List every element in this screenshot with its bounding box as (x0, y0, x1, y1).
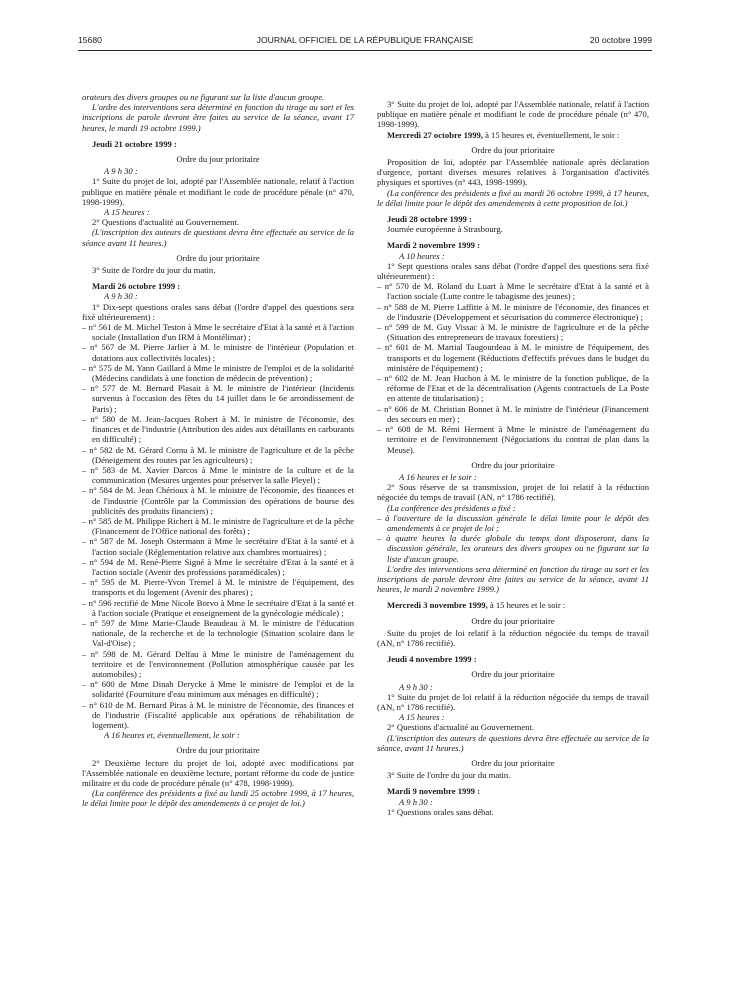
question-item: – n° 599 de M. Guy Vissac à M. le ministre de l'agriculture et de la pêche (Situation des entrepreneurs de travaux forestiers) ; (377, 322, 649, 342)
agenda-item: Suite du projet de loi relatif à la réduction négociée du temps de travail (AN, n° 1786 rectifié). (377, 627, 649, 648)
agenda-item: 3° Suite du projet de loi, adopté par l'Assemblée nationale, relatif à l'action publique en matière pénale et modifiant le code de procédure pénale (n° 470, 1998-1999). (377, 99, 649, 130)
day-heading: Jeudi 21 octobre 1999 : (92, 138, 177, 149)
agenda-note: L'ordre des interventions sera déterminé en fonction du tirage au sort et les inscriptions de parole devront être faites au service de la séance, avant 11 heures, le mardi 2 novembre 1999.) (377, 563, 649, 595)
day-heading-time: à 15 heures et le soir : (487, 600, 566, 611)
question-item: – n° 587 de M. Joseph Ostermann à Mme le secrétaire d'Etat à la santé et à l'action sociale (Réglementation relative aux chambres mortuaires) ; (82, 536, 354, 556)
question-item: – n° 580 de M. Jean-Jacques Robert à M. le ministre de l'économie, des finances et de l'industrie (Attribution des aides aux détaillants en carburants en difficulté) ; (82, 414, 354, 445)
day-heading: Mardi 2 novembre 1999 : (387, 240, 480, 251)
question-item: – n° 608 de M. Rémi Herment à Mme le ministre de l'aménagement du territoire et de l'environnement (Négociations du contrat de plan dans la Meuse). (377, 424, 649, 455)
agenda-item: 1° Sept questions orales sans débat (l'ordre d'appel des questions sera fixé ultérieurement) : (377, 260, 649, 282)
header-rule (78, 50, 652, 51)
agenda-item: Journée européenne à Strasbourg. (387, 224, 503, 235)
question-item: – n° 597 de Mme Marie-Claude Beaudeau à M. le ministre de l'éducation nationale, de la recherche et de la technologie (Situation scolaire dans le Val-d'Oise) ; (82, 618, 354, 649)
page-number: 15680 (78, 35, 102, 45)
question-item: – n° 596 rectifié de Mme Nicole Borvo à Mme le secrétaire d'Etat à la santé et à l'action sociale (Pratique et enseignement de la gynécologie médicale) ; (82, 598, 354, 618)
agenda-item: 2° Questions d'actualité au Gouvernement. (92, 217, 239, 228)
question-list (82, 322, 354, 730)
question-list (377, 281, 649, 454)
agenda-note: (L'inscription des auteurs de questions devra être effectuée au service de la séance avant 11 heures.) (82, 227, 354, 248)
intro-text: orateurs des divers groupes ou ne figurant sur la liste d'aucun groupe. (82, 92, 325, 102)
agenda-label: Ordre du jour prioritaire (471, 459, 555, 470)
agenda-item: 2° Deuxième lecture du projet de loi, adopté avec modifications par l'Assemblée nationale en deuxième lecture, portant réforme du code de justice militaire et du code de procédure pénale (n° 478, 1998-1999). (82, 757, 354, 788)
question-item: – n° 610 de M. Bernard Piras à M. le ministre de l'économie, des finances et de l'industrie (Fiscalité applicable aux opérations de réhabilitation de logement). (82, 700, 354, 731)
agenda-item: 1° Dix-sept questions orales sans débat (l'ordre d'appel des questions sera fixé ultérieurement) : (82, 301, 354, 322)
question-item: – n° 584 de M. Jean Chérioux à M. le ministre de l'économie, des finances et de l'industrie (Contrôle par la Commission des opérations de bourse des publicités des produits financiers) ; (82, 485, 354, 516)
agenda-item: 2° Sous réserve de sa transmission, projet de loi relatif à la réduction négociée du temps de travail (AN, n° 1786 rectifié). (377, 482, 649, 503)
day-heading (377, 130, 649, 140)
day-heading-date: Mercredi 27 octobre 1999, (387, 129, 483, 140)
agenda-item: 2° Questions d'actualité au Gouvernement. (387, 722, 534, 733)
agenda-item: 1° Questions orales sans débat. (387, 806, 494, 817)
agenda-note: (La conférence des présidents a fixé au lundi 25 octobre 1999, à 17 heures, le délai limite pour le dépôt des amendements à ce projet de loi.) (82, 788, 354, 809)
agenda-label: Ordre du jour prioritaire (176, 252, 260, 263)
agenda-item: 1° Suite du projet de loi relatif à la réduction négociée du temps de travail (AN, n° 1786 rectifié). (377, 691, 649, 712)
agenda-label: Ordre du jour prioritaire (471, 757, 555, 768)
day-heading: Jeudi 4 novembre 1999 : (387, 654, 477, 665)
question-item: – n° 595 de M. Pierre-Yvon Tremel à M. le ministre de l'équipement, des transports et du logement (Avenir des phares) ; (82, 577, 354, 597)
session-time: A 15 heures : (399, 712, 445, 723)
header-date: 20 octobre 1999 (589, 35, 652, 45)
session-time: A 16 heures et le soir : (399, 471, 477, 482)
intro-text-2: L'ordre des interventions sera déterminé en fonction du tirage au sort et les inscriptions de parole devront être faites au service de la séance, avant 17 heures, le mardi 19 octobre 1999.) (82, 102, 354, 133)
question-item: – n° 570 de M. Roland du Luart à Mme le secrétaire d'Etat à la santé et à l'action sociale (Lutte contre le tabagisme des jeunes) ; (377, 281, 649, 301)
agenda-item: 3° Suite de l'ordre du jour du matin. (387, 770, 511, 781)
agenda-label: Ordre du jour prioritaire (471, 144, 555, 155)
session-time: A 9 h 30 : (399, 796, 433, 807)
day-heading (377, 600, 649, 610)
page-header (78, 35, 652, 47)
day-heading: Jeudi 28 octobre 1999 : (387, 214, 472, 225)
session-time: A 9 h 30 : (104, 291, 138, 302)
agenda-item: 1° Suite du projet de loi, adopté par l'Assemblée nationale, relatif à l'action publique en matière pénale et modifiant le code de procédure pénale (n° 470, 1998-1999). (82, 176, 354, 207)
session-time: A 9 h 30 : (104, 166, 138, 177)
question-item: – n° 594 de M. René-Pierre Signé à Mme le secrétaire d'Etat à la santé et à l'action sociale (Avenir des professions paramédicales) ; (82, 557, 354, 577)
question-item: – n° 585 de M. Philippe Richert à M. le ministre de l'agriculture et de la pêche (Financement de l'Office national des forêts) ; (82, 516, 354, 536)
note-item: – à quatre heures la durée globale du temps dont disposeront, dans la discussion générale, les orateurs des divers groupes ou ne figurant sur la liste d'aucun groupe. (377, 533, 649, 564)
agenda-note: (La conférence des présidents a fixé au mardi 26 octobre 1999, à 17 heures, le délai limite pour le dépôt des amendements à cette proposition de loi.) (377, 187, 649, 208)
day-heading-date: Mercredi 3 novembre 1999, (387, 600, 488, 611)
journal-title: JOURNAL OFFICIEL DE LA RÉPUBLIQUE FRANÇAISE (256, 35, 474, 45)
session-time: A 16 heures et, éventuellement, le soir : (104, 730, 240, 741)
left-column (82, 92, 354, 809)
agenda-label: Ordre du jour prioritaire (176, 745, 260, 756)
session-time: A 15 heures : (104, 207, 150, 218)
agenda-label: Ordre du jour prioritaire (471, 669, 555, 680)
agenda-label: Ordre du jour prioritaire (471, 615, 555, 626)
session-time: A 9 h 30 : (399, 681, 433, 692)
question-item: – n° 598 de M. Gérard Delfau à Mme le ministre de l'aménagement du territoire et de l'environnement (Pollution atmosphérique causée par les automobiles) ; (82, 649, 354, 680)
question-item: – n° 582 de M. Gérard Cornu à M. le ministre de l'agriculture et de la pêche (Déneigement des routes par les agriculteurs) ; (82, 445, 354, 465)
session-time: A 10 heures : (399, 250, 445, 261)
agenda-label: Ordre du jour prioritaire (176, 154, 260, 165)
agenda-item: Proposition de loi, adoptée par l'Assemblée nationale après déclaration d'urgence, portant diverses mesures relatives à l'organisation d'activités physiques et sportives (n° 443, 1998-1999). (377, 157, 649, 188)
day-heading: Mardi 9 novembre 1999 : (387, 786, 480, 797)
day-heading-time: à 15 heures et, éventuellement, le soir : (482, 129, 620, 140)
agenda-item: 3° Suite de l'ordre du jour du matin. (92, 265, 216, 276)
agenda-note: (La conférence des présidents a fixé : (387, 502, 516, 513)
question-item: – n° 602 de M. Jean Huchon à M. le ministre de la fonction publique, de la réforme de l'Etat et de la décentralisation (Agents contractuels de La Poste en attente de titularisation) ; (377, 373, 649, 404)
question-item: – n° 561 de M. Michel Teston à Mme le secrétaire d'Etat à la santé et à l'action sociale (Installation d'un IRM à Montélimar) ; (82, 322, 354, 342)
question-item: – n° 588 de M. Pierre Laffitte à M. le ministre de l'économie, des finances et de l'industrie (Développement et sécurisation du commerce électronique) ; (377, 302, 649, 322)
agenda-note: (L'inscription des auteurs de questions devra être effectuée au service de la séance, avant 11 heures.) (377, 732, 649, 753)
note-item: – à l'ouverture de la discussion générale le délai limite pour le dépôt des amendements à ce projet de loi ; (377, 513, 649, 533)
right-column (377, 99, 649, 817)
question-item: – n° 606 de M. Christian Bonnet à M. le ministre de l'intérieur (Financement des secours en mer) ; (377, 404, 649, 424)
question-item: – n° 577 de M. Bernard Plasait à M. le ministre de l'intérieur (Incidents survenus à l'occasion des fêtes du 14 juillet dans le 6e arrondissement de Paris) ; (82, 383, 354, 414)
question-item: – n° 600 de Mme Dinah Derycke à Mme le ministre de l'emploi et de la solidarité (Fourniture d'eau minimum aux ménages en difficulté) ; (82, 679, 354, 699)
day-heading: Mardi 26 octobre 1999 : (92, 281, 181, 292)
note-list (377, 513, 649, 564)
question-item: – n° 567 de M. Pierre Jarlier à M. le ministre de l'intérieur (Population et dotations aux collectivités locales) ; (82, 342, 354, 362)
question-item: – n° 601 de M. Martial Taugourdeau à M. le ministre de l'équipement, des transports et du logement (Réductions d'effectifs prévues dans le budget du ministère de l'équipement) ; (377, 342, 649, 373)
question-item: – n° 575 de M. Yann Gaillard à Mme le ministre de l'emploi et de la solidarité (Médecins candidats à une fonction de médecin de prévention) ; (82, 363, 354, 383)
question-item: – n° 583 de M. Xavier Darcos à Mme le ministre de la culture et de la communication (Mesures urgentes pour préserver la salle Pleyel) ; (82, 465, 354, 485)
